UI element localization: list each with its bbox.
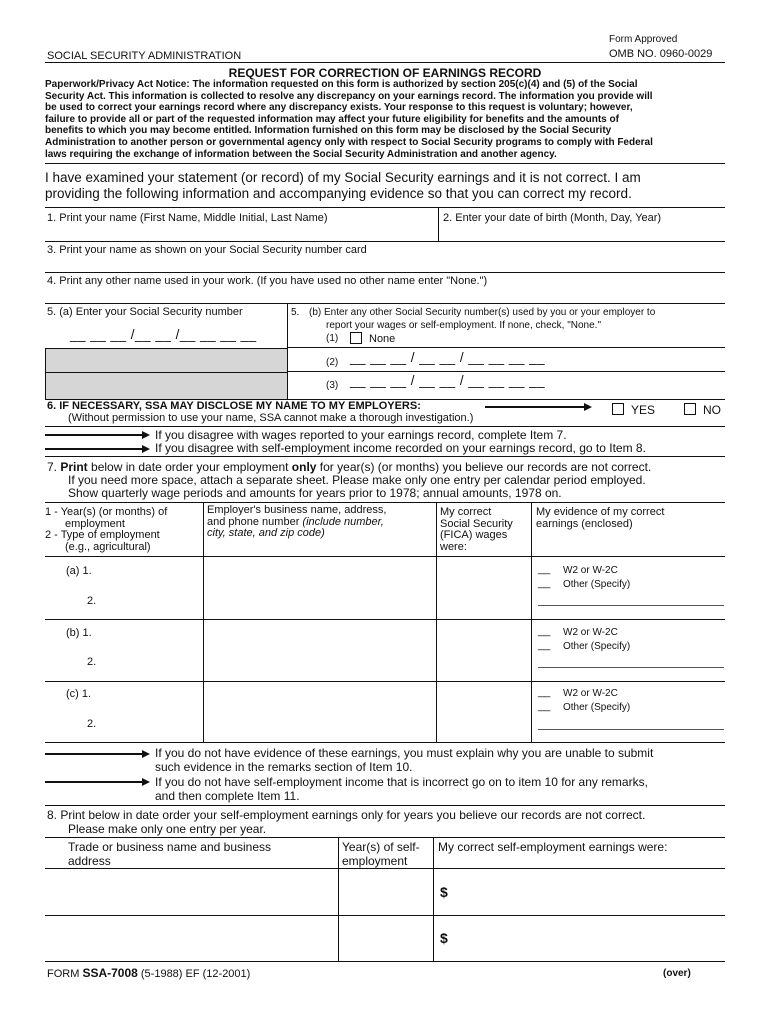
col-divider <box>433 837 434 961</box>
shaded-box <box>45 348 288 373</box>
row-a-label-2: 2. <box>87 595 97 607</box>
shaded-box <box>45 372 288 400</box>
col-divider <box>338 837 339 961</box>
self-employment-years-field-1[interactable] <box>340 869 432 914</box>
no-label: NO <box>703 403 721 417</box>
item6-line-2: (Without permission to use your name, SSA cannot make a thorough investigation.) <box>68 412 474 424</box>
none-label: None <box>369 333 396 345</box>
other-ssn-input-3[interactable]: __ __ __ / __ __ / __ __ __ __ <box>350 373 546 388</box>
yes-label: YES <box>631 403 656 417</box>
date-of-birth-field[interactable] <box>440 226 724 241</box>
item8-bottom-rule <box>45 961 725 962</box>
row-c-label-2: 2. <box>87 718 97 730</box>
row-b-w2-label: W2 or W-2C <box>563 627 618 638</box>
col2-line: Employer's business name, address, <box>207 504 387 516</box>
item7-rule <box>45 502 725 503</box>
ssn-input[interactable]: __ __ __ /__ __ /__ __ __ __ <box>70 327 257 342</box>
col1-line: employment <box>65 517 125 530</box>
self-employment-years-field-2[interactable] <box>340 916 432 960</box>
item5b-2-label: (2) <box>326 357 339 368</box>
omb-number: OMB NO. 0960-0029 <box>609 48 713 60</box>
item7-header-rule <box>45 556 725 557</box>
privacy-line: Administration to another person or governmental agency only with respect to Social Security programs to comply with Federal <box>45 136 653 148</box>
dollar-sign: $ <box>440 930 448 946</box>
col-divider <box>436 502 437 742</box>
col2-italic: (include number, <box>302 515 384 528</box>
item8-col2-line-2: employment <box>342 854 408 868</box>
none-checkbox[interactable] <box>350 332 362 344</box>
note2-line-2: and then complete Item 11. <box>155 789 300 803</box>
privacy-line: Security Act. This information is collected to resolve any discrepancy on your earnings record. The information you provide will <box>45 90 653 102</box>
privacy-line: failure to provide all or part of the requested information may affect your future eligibility for benefits and the amounts of <box>45 113 619 125</box>
row-a-w2-label: W2 or W-2C <box>563 565 618 576</box>
item8-col1-line-2: address <box>68 854 111 868</box>
business-name-field-2[interactable] <box>45 916 337 960</box>
item7-col3-header <box>440 507 513 553</box>
row-b-label-1: (b) 1. <box>66 627 92 639</box>
row-rule <box>45 681 725 682</box>
row-a-other-label: Other (Specify) <box>563 579 631 590</box>
item6-arrow <box>485 406 590 408</box>
privacy-line: laws requiring the exchange of information between the Social Security Administration and another agency. <box>45 148 557 160</box>
row-b-other-blank[interactable]: __ <box>538 639 551 651</box>
arrow-note-1: If you disagree with wages reported to your earnings record, complete Item 7. <box>155 428 567 442</box>
item8-rule <box>45 837 725 838</box>
item7-col2-header <box>207 505 386 540</box>
privacy-rule <box>45 163 725 164</box>
row-a-specify-line[interactable] <box>538 605 724 606</box>
arrow-note-2: If you disagree with self-employment income recorded on your earnings record, go to Item 8. <box>155 441 646 455</box>
row-a-label-1: (a) 1. <box>66 565 92 577</box>
item8-col2-line-1: Year(s) of self- <box>342 840 420 854</box>
item1-divider <box>438 207 439 241</box>
item7-line-2: If you need more space, attach a separate sheet. Please make only one entry per calendar period employed. <box>68 473 646 487</box>
col4-line: earnings (enclosed) <box>536 517 633 530</box>
col2-line: city, state, and zip code) <box>207 527 325 540</box>
business-name-field-1[interactable] <box>45 869 337 914</box>
privacy-line: be used to correct your earnings record where any discrepancy exists. Your response to this request is voluntary; however, <box>45 102 633 114</box>
note2-line-1: If you do not have self-employment income that is incorrect go on to item 10 for any remarks, <box>155 775 648 789</box>
item5b-3-label: (3) <box>326 380 339 391</box>
row-c-specify-line[interactable] <box>538 729 724 730</box>
item4-rule <box>45 303 725 304</box>
item4-label: 4. Print any other name used in your work. (If you have used no other name enter "None.") <box>47 275 488 287</box>
row-rule <box>45 619 725 620</box>
item7-line-3: Show quarterly wage periods and amounts for years prior to 1978; annual amounts, 1978 on. <box>68 486 562 500</box>
row-a-w2-blank[interactable]: __ <box>538 563 551 575</box>
ssn-card-name-field[interactable] <box>45 258 724 271</box>
privacy-line: benefits to which you may become entitled. Information furnished on this form may be disclosed by the Social Security <box>45 125 612 137</box>
form-prefix: FORM <box>47 968 83 980</box>
arrow-icon <box>45 753 148 755</box>
col3-line: My correct <box>440 506 492 518</box>
row-b-label-2: 2. <box>87 656 97 668</box>
col-divider <box>531 502 532 742</box>
item7-only-word: only <box>291 460 317 474</box>
item5b-line-1: (b) Enter any other Social Security number(s) used by you or your employer to <box>309 307 656 318</box>
item7-print-word: Print <box>60 460 88 474</box>
arrow-icon <box>45 434 148 436</box>
item3-rule <box>45 272 725 273</box>
col1-line: 1 - Year(s) (or months) of <box>45 506 168 518</box>
item5b-rule <box>288 347 725 348</box>
item6-rule <box>45 426 725 427</box>
item8-line-1: 8. Print below in date order your self-employment earnings only for years you believe our records are not correct. <box>47 808 646 822</box>
other-ssn-input-2[interactable]: __ __ __ / __ __ / __ __ __ __ <box>350 350 546 365</box>
item6-line-1: 6. IF NECESSARY, SSA MAY DISCLOSE MY NAME TO MY EMPLOYERS: <box>47 400 421 412</box>
col3-line: were: <box>440 540 467 553</box>
other-name-field[interactable] <box>45 289 724 302</box>
privacy-line: Paperwork/Privacy Act Notice: The information requested on this form is authorized by section 205(c)(4) and (5) of the Social <box>45 79 638 90</box>
row-c-other-label: Other (Specify) <box>563 702 631 713</box>
dollar-sign: $ <box>440 884 448 900</box>
row-rule <box>45 742 725 743</box>
row-a-other-blank[interactable]: __ <box>538 577 551 589</box>
row-b-w2-blank[interactable]: __ <box>538 625 551 637</box>
intro-line-1: I have examined your statement (or record) of my Social Security earnings and it is not correct. I am <box>45 170 641 185</box>
col2-text: and phone number <box>207 515 303 528</box>
arrow-icon <box>45 781 148 783</box>
row-b-specify-line[interactable] <box>538 667 724 668</box>
item7-text: below in date order your employment <box>87 460 292 474</box>
item7-col1-header <box>45 507 167 553</box>
row-c-w2-blank[interactable]: __ <box>538 686 551 698</box>
item5b-rule <box>288 371 725 372</box>
col-divider <box>203 502 204 742</box>
col4-line: My evidence of my correct <box>536 506 665 518</box>
form-approved-label: Form Approved <box>609 34 678 45</box>
self-employment-earnings-field-1[interactable] <box>452 869 724 914</box>
col3-line: (FICA) wages <box>440 529 508 542</box>
col1-line: 2 - Type of employment <box>45 529 160 542</box>
yes-checkbox[interactable] <box>612 403 624 415</box>
item7-line-1 <box>47 460 651 474</box>
item7-number: 7. <box>47 460 61 474</box>
item1-rule <box>45 241 725 242</box>
intro-rule <box>45 207 725 208</box>
item8-col3-header: My correct self-employment earnings were: <box>438 840 668 854</box>
item5b-1-label: (1) <box>326 333 339 344</box>
arrow-rule <box>45 456 725 457</box>
form-title: REQUEST FOR CORRECTION OF EARNINGS RECORD <box>228 66 542 80</box>
name-field[interactable] <box>45 226 437 241</box>
item7-text: for year(s) (or months) you believe our records are not correct. <box>316 460 652 474</box>
col3-line: Social Security <box>440 517 513 530</box>
row-c-other-blank[interactable]: __ <box>538 700 551 712</box>
row-c-w2-label: W2 or W-2C <box>563 688 618 699</box>
intro-line-2: providing the following information and accompanying evidence so that you can correct my record. <box>45 186 632 201</box>
item5b-line-2: report your wages or self-employment. If none, check, "None." <box>326 320 602 331</box>
item8-line-2: Please make only one entry per year. <box>68 822 267 836</box>
item2-label: 2. Enter your date of birth (Month, Day, Year) <box>443 212 662 224</box>
no-checkbox[interactable] <box>684 403 696 415</box>
note1-line-2: such evidence in the remarks section of Item 10. <box>155 760 413 774</box>
form-number <box>47 966 250 980</box>
item5a-label: 5. (a) Enter your Social Security number <box>47 306 243 318</box>
item3-label: 3. Print your name as shown on your Social Security number card <box>47 244 367 256</box>
col1-line: (e.g., agricultural) <box>65 540 151 553</box>
item1-label: 1. Print your name (First Name, Middle Initial, Last Name) <box>47 212 328 224</box>
over-label: (over) <box>663 968 691 979</box>
notes-rule <box>45 805 725 806</box>
item8-col1-line-1: Trade or business name and business <box>68 840 272 854</box>
form-id: SSA-7008 <box>82 966 138 980</box>
row-b-other-label: Other (Specify) <box>563 641 631 652</box>
arrow-icon <box>45 448 148 450</box>
row-c-label-1: (c) 1. <box>66 688 92 700</box>
privacy-notice <box>45 79 653 160</box>
note1-line-1: If you do not have evidence of these earnings, you must explain why you are unable to submit <box>155 746 654 760</box>
self-employment-earnings-field-2[interactable] <box>452 916 724 960</box>
header-rule <box>45 62 725 63</box>
agency-name: SOCIAL SECURITY ADMINISTRATION <box>47 50 242 62</box>
item7-col4-header <box>536 507 664 530</box>
form-edition: (5-1988) EF (12-2001) <box>137 968 251 980</box>
item5b-number: 5. <box>291 307 300 318</box>
